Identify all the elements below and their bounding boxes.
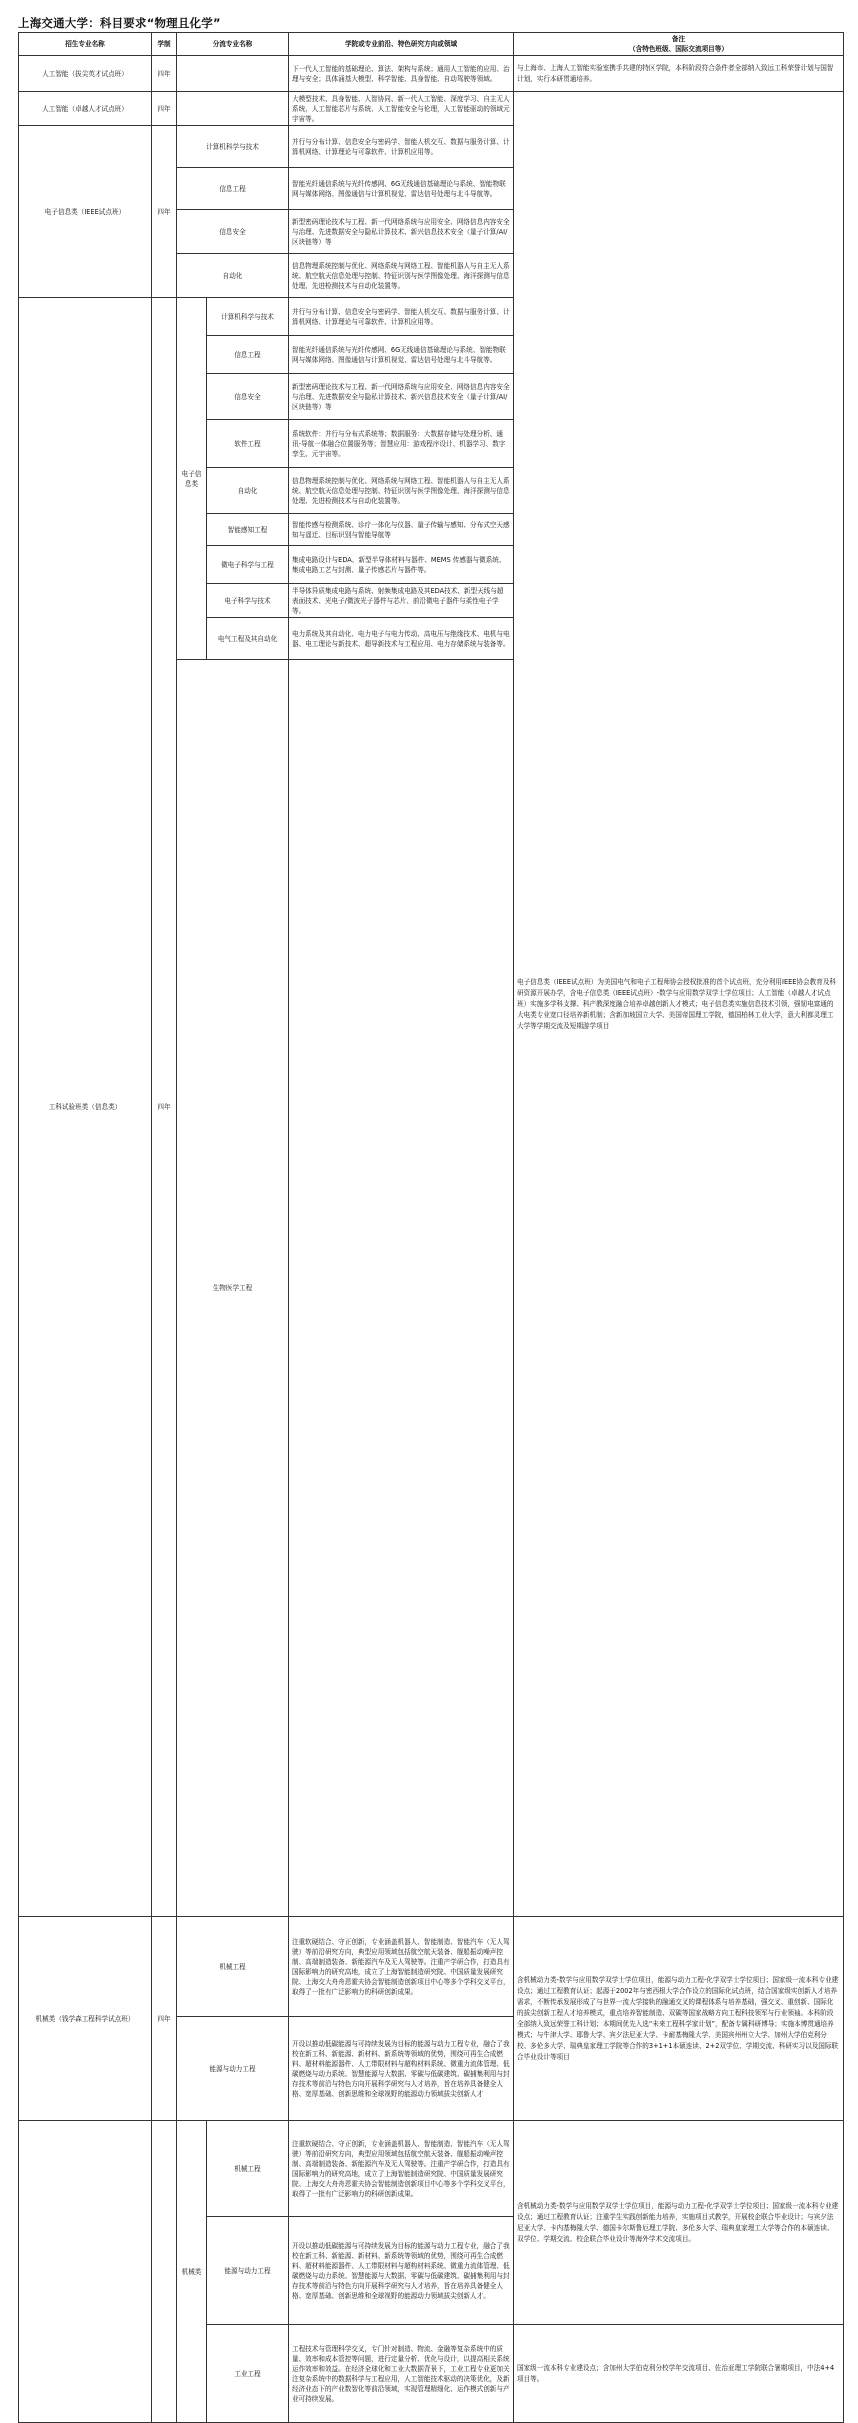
- sub-major-cell: 电子科学与技术: [207, 584, 289, 618]
- sub-major-cell: 微电子科学与工程: [207, 546, 289, 584]
- major-cell: 人工智能（卓越人才试点班）: [19, 92, 152, 126]
- years-cell: 四年: [152, 1917, 177, 2121]
- frontier-cell: 开设以推动低碳能源与可持续发展为目标的能源与动力工程专业，融合了我校在新工科、新能源、新材料、新系统等领域的优势，围绕可再生合成燃料、超材料能源器件、人工带限材料与超构材料系统、微重力流体管理、低碳燃烧与动力系统、智慧能源与大数据、零碳与低碳建筑、碳捕集利用与封存技术等前沿与特色方向开展科学研究与人才培养，旨在培养具备健全人格、宽厚基础、创新思维和全球视野的能源动力领域拔尖创新人才: [289, 2017, 514, 2121]
- sub-major-cell: 计算机科学与技术: [207, 298, 289, 336]
- major-cell: [19, 2121, 152, 2423]
- frontier-cell: 系统软件：并行与分布式系统等；数据服务：大数据存储与处理分析、通讯-导航一体融合位置服务等；智慧应用：游戏程序设计、机器学习、数字孪生、元宇宙等。: [289, 420, 514, 468]
- years-cell: [152, 2121, 177, 2423]
- sub-major-cell: 生物医学工程: [177, 660, 289, 1917]
- frontier-cell: [289, 660, 514, 1917]
- sub-major-cell: 能源与动力工程: [177, 2017, 289, 2121]
- sub-major-cell: 机械工程: [177, 1917, 289, 2017]
- sub-major-cell: 软件工程: [207, 420, 289, 468]
- sub-major-cell: 信息工程: [207, 336, 289, 374]
- frontier-cell: 注重软硬结合、守正创新，专业涵盖机器人、智能制造、智能汽车（无人驾驶）等前沿研究方向，典型应用领域包括航空航天装备、舰船振动噪声控制、高端制造装备、新能源汽车及无人驾驶等。注重产学研合作，打造具有国际影响力的研究高地，成立了上海智能制造研究院、中国质量发展研究院、上海交大舟舟恩霍夫协会智能制造创新项目中心等多个学科交叉平台，取得了一批有广泛影响力的科研创新成果。: [289, 2121, 514, 2217]
- group-cell: 机械类: [177, 2121, 207, 2423]
- sub-major-cell: [177, 56, 289, 92]
- note-cell-ee: 电子信息类（IEEE试点班）为美国电气和电子工程师协会授权批准的首个试点班，充分利用IEEE协会教育及科研资源开展办学，含电子信息类（IEEE试点班）-数学与应用数学双学士学位项目；人工智能（卓越人才试点班）实施多学科支撑、科产教深度融合培养卓越创新人才模式；电子信息类实施信息技术引领，强韧电富通的大电类专业宽口径培养新机制；含新加坡国立大学、美国帝国理工学院，德国柏林工业大学，意大利都灵理工大学等学期交流及短期游学项目: [514, 92, 844, 1917]
- frontier-cell: 并行与分布计算、信息安全与密码学、智能人机交互、数据与服务计算、计算机网络、计算理论与可靠软件、计算机应用等。: [289, 298, 514, 336]
- years-cell: 四年: [152, 126, 177, 298]
- note-cell: 国家级一流本科专业建设点；含加州大学伯克利分校学年交流项目、佐治亚理工学院联合暑期项目，中法4+4项目等。: [514, 2325, 844, 2423]
- frontier-cell: 工程技术与管理科学交叉，专门针对制造、物流、金融等复杂系统中的质量、效率和成本管控等问题，进行定量分析、优化与设计，以提高相关系统运作效率和效益。在经济全球化和工业大数据背景下，工业工程专业更加关注复杂系统中的数据科学与工程应用，人工智能技术驱动的决策优化，及新经济业态下的产业数智化等前沿领域，实现管理精细化、运作模式创新与产业可持续发展。: [289, 2325, 514, 2423]
- frontier-cell: 电力系统及其自动化、电力电子与电力传动、高电压与绝缘技术、电机与电器、电工理论与新技术、超导新技术与工程应用、电力存储系统与装备等。: [289, 618, 514, 660]
- header-frontier: 学院或专业前沿、特色研究方向或领域: [289, 33, 514, 56]
- major-cell: 电子信息类（IEEE试点班）: [19, 126, 152, 298]
- subject-requirements-table: [18, 32, 844, 2423]
- years-cell: 四年: [152, 56, 177, 92]
- years-cell: 四年: [152, 92, 177, 126]
- header-years: 学制: [152, 33, 177, 56]
- years-cell: 四年: [152, 298, 177, 1917]
- frontier-cell: 开设以推动低碳能源与可持续发展为目标的能源与动力工程专业，融合了我校在新工科、新能源、新材料、新系统等领域的优势，围绕可再生合成燃料、超材料能源器件、人工带限材料与超构材料系统、微重力流体管理、低碳燃烧与动力系统、智慧能源与大数据、零碳与低碳建筑、碳捕集利用与封存技术等前沿与特色方向开展科学研究与人才培养，旨在培养具备健全人格、宽厚基础、创新思维和全球视野的能源动力领域拔尖创新人才。: [289, 2217, 514, 2325]
- sub-major-cell: 信息安全: [177, 210, 289, 254]
- header-sub-major: 分流专业名称: [177, 33, 289, 56]
- note-cell: 含机械动力类-数学与应用数学双学士学位项目，能源与动力工程-化学双学士学位项目；国家级一流本科专业建设点；通过工程教育认证；注重学生实践创新能力培养，实施项目式教学，开展校企联合毕业设计；与宾夕法尼亚大学、卡内基梅隆大学、德国卡尔斯鲁厄理工学院、多伦多大学、瑞典皇家理工大学等合作的本硕连读、双学位、学期交流、校企联合毕业设计等海外学术交流项目。: [514, 2121, 844, 2325]
- frontier-cell: 集成电路设计与EDA、新型半导体材料与器件、MEMS 传感器与微系统、集成电路工艺与封测、量子传感芯片与器件等。: [289, 546, 514, 584]
- major-cell: 人工智能（拔尖英才试点班）: [19, 56, 152, 92]
- major-cell: 工科试验班类（信息类）: [19, 298, 152, 1917]
- major-cell: 机械类（钱学森工程科学试点班）: [19, 1917, 152, 2121]
- frontier-cell: 半导体异质集成电路与系统、射频集成电路及其EDA技术、新型天线与超表面技术、光电子/微波光子器件与芯片、前沿微电子器件与柔性电子学等。: [289, 584, 514, 618]
- header-note-subtitle: （含特色班级、国际交流项目等）: [629, 45, 728, 53]
- sub-major-cell: 工业工程: [207, 2325, 289, 2423]
- frontier-cell: 大模型技术、具身智能、人智协同、新一代人工智能、深度学习、自主无人系统、人工智能芯片与系统、人工智能安全与伦理，人工智能驱动的领域元宇宙等。: [289, 92, 514, 126]
- frontier-cell: 并行与分布计算、信息安全与密码学、智能人机交互、数据与服务计算、计算机网络、计算理论与可靠软件、计算机应用等。: [289, 126, 514, 168]
- note-cell: 与上海市、上海人工智能实验室携手共建的特区学院，本科阶段符合条件者全部纳入致远工科荣誉计划与国智计划，实行本研贯通培养。: [514, 56, 844, 92]
- frontier-cell: 智能光纤通信系统与光纤传感网、6G无线通信基础理论与系统、智能物联网与媒体网络、图像通信与计算机视觉、雷达信号处理与北斗导航等。: [289, 168, 514, 210]
- sub-major-cell: 自动化: [177, 254, 289, 298]
- frontier-cell: 新型密码理论技术与工程、新一代网络系统与应用安全、网络信息内容安全与治理、先进数据安全与隐私计算技术、新兴信息技术安全（量子计算/AI/区块链等）等: [289, 374, 514, 420]
- header-note-title: 备注: [671, 35, 686, 43]
- frontier-cell: 智能传感与检测系统、诊疗一体化与仪器、量子传输与感知、分布式空天感知与遥迁、目标识别与智能导航等: [289, 514, 514, 546]
- document-title: 上海交通大学：科目要求“物理且化学”: [18, 16, 221, 30]
- header-major: 招生专业名称: [19, 33, 152, 56]
- frontier-cell: 智能光纤通信系统与光纤传感网、6G无线通信基础理论与系统、智能物联网与媒体网络、图像通信与计算机视觉、雷达信号处理与北斗导航等。: [289, 336, 514, 374]
- sub-major-cell: 信息安全: [207, 374, 289, 420]
- sub-major-cell: 能源与动力工程: [207, 2217, 289, 2325]
- frontier-cell: 注重软硬结合、守正创新，专业涵盖机器人、智能制造、智能汽车（无人驾驶）等前沿研究方向，典型应用领域包括航空航天装备、舰船振动噪声控制、高端制造装备、新能源汽车及无人驾驶等。注重产学研合作，打造具有国际影响力的研究高地，成立了上海智能制造研究院、中国质量发展研究院、上海交大舟舟恩霍夫协会智能制造创新项目中心等多个学科交叉平台，取得了一批有广泛影响力的科研创新成果。: [289, 1917, 514, 2017]
- sub-major-cell: [177, 92, 289, 126]
- frontier-cell: 新型密码理论技术与工程、新一代网络系统与应用安全、网络信息内容安全与治理、先进数据安全与隐私计算技术、新兴信息技术安全（量子计算/AI/区块链等）等: [289, 210, 514, 254]
- sub-major-cell: 智能感知工程: [207, 514, 289, 546]
- sub-major-cell: 计算机科学与技术: [177, 126, 289, 168]
- frontier-cell: 信息物理系统控制与优化、网络系统与网络工程、智能机器人与自主无人系统、航空航天信息处理与控制、特征识别与医学图像处理、海洋探测与信息处理、先进检测技术与自动化装置等。: [289, 254, 514, 298]
- header-note: [514, 33, 844, 56]
- sub-major-cell: 电气工程及其自动化: [207, 618, 289, 660]
- frontier-cell: 下一代人工智能的基础理论、算法、架构与系统；通用人工智能的应用、治理与安全；具体涌基大模型、科学智能、具身智能、自动驾驶等领域。: [289, 56, 514, 92]
- sub-major-cell: 信息工程: [177, 168, 289, 210]
- sub-major-cell: 自动化: [207, 468, 289, 514]
- note-cell: 含机械动力类-数学与应用数学双学士学位项目，能源与动力工程-化学双学士学位项目；国家级一流本科专业建设点；通过工程教育认证；起源于2002年与密西根大学合作设立的国际化试点班，结合国家级实创新人才培养需求，不断传承发展形成了与世界一流大学接轨的融通交叉的课程体系与培养基础，强交叉、重创新、国际化的拔尖创新工程人才培养模式，重点培养智能制造、双碳等国家战略方向工程科技领军与行业领袖。本科阶段全部纳入致远荣誉工科计划；本期间优先入选“未来工程科学家计划”，配备专属科研博导；实施本博贯通培养模式；与牛津大学、耶鲁大学、宾夕法尼亚大学、卡耐基梅隆大学、美国宾州州立大学、加州大学伯克利分校、多伦多大学、瑞典皇家理工学院等合作的3+1+1本硕连读、2+2双学位、学期交流、科研实习以及国际联合毕业设计等项目: [514, 1917, 844, 2121]
- group-cell: 电子信息类: [177, 298, 207, 660]
- sub-major-cell: 机械工程: [207, 2121, 289, 2217]
- frontier-cell: 信息物理系统控制与优化、网络系统与网络工程、智能机器人与自主无人系统、航空航天信息处理与控制、特征识别与医学图像处理、海洋探测与信息处理、先进检测技术与自动化装置等。: [289, 468, 514, 514]
